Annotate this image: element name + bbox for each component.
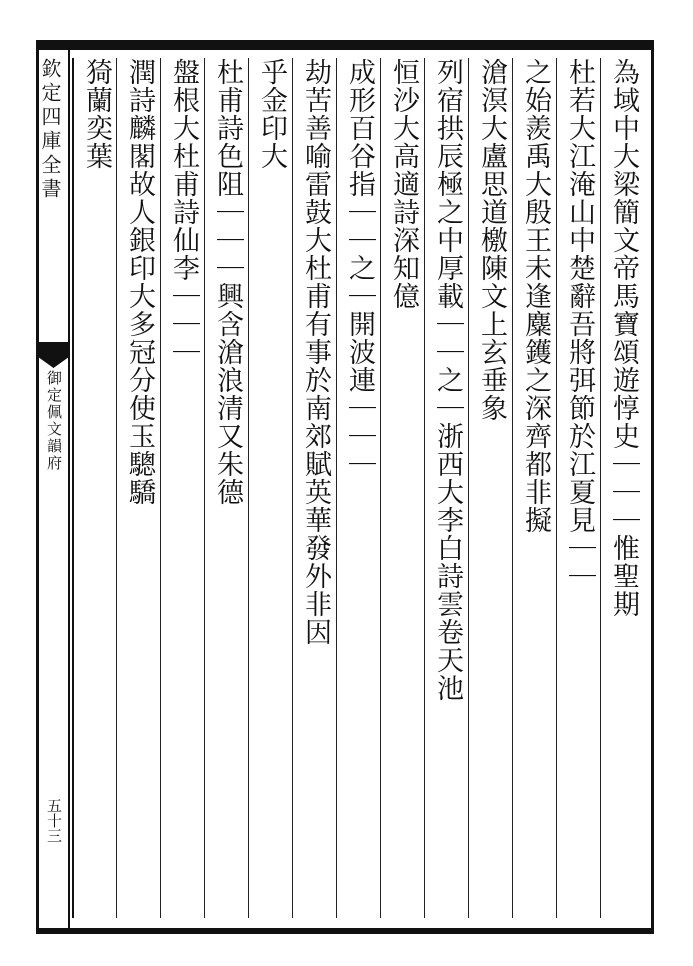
page-number: 五十三 <box>45 798 63 843</box>
column-text: 之始羨禹大殷王未逢麋鑊之深齊都非擬 <box>520 58 551 534</box>
text-column-11 <box>160 58 205 918</box>
column-text: 盤根大杜甫詩仙李｜｜｜ <box>168 58 199 366</box>
text-column-12 <box>116 58 161 918</box>
fish-tail-mark-icon <box>39 342 68 368</box>
frame-bottom-border <box>36 928 654 934</box>
frame-top-border <box>36 40 654 50</box>
text-column-3 <box>512 58 557 918</box>
text-column-9 <box>248 58 293 918</box>
column-text: 杜若大江淹山中楚辭吾將弭節於江夏見｜｜ <box>564 58 595 590</box>
column-text: 杜甫詩色阻｜｜｜興含滄浪清又朱德 <box>212 58 243 506</box>
column-text: 成形百谷指｜｜之｜開波連｜｜｜ <box>344 58 375 478</box>
text-column-6 <box>380 58 425 918</box>
column-text: 恒沙大高適詩深知億 <box>388 58 419 310</box>
column-text: 猗蘭奕葉 <box>81 58 112 170</box>
text-column-5 <box>424 58 469 918</box>
column-text: 滄溟大盧思道檄陳文上玄垂象 <box>476 58 507 422</box>
book-title: 欽定四庫全書 <box>38 58 62 202</box>
text-column-2 <box>556 58 601 918</box>
text-column-10 <box>204 58 249 918</box>
column-text: 劫苦善喻雷鼓大杜甫有事於南郊賦英華發外非因 <box>300 58 331 646</box>
text-column-1 <box>600 58 645 918</box>
text-column-13 <box>72 58 118 918</box>
text-column-8 <box>292 58 337 918</box>
page-gutter <box>39 50 70 928</box>
column-text: 乎金印大 <box>256 58 287 170</box>
text-column-7 <box>336 58 381 918</box>
book-subtitle: 御定佩文韻府 <box>45 370 63 472</box>
column-text: 為域中大梁簡文帝馬寶頌遊惇史｜｜｜惟聖期 <box>608 58 639 618</box>
column-text: 潤詩麟閣故人銀印大多冠分使玉驄驕 <box>124 58 155 506</box>
text-column-4 <box>468 58 513 918</box>
column-text: 列宿拱辰極之中厚載｜｜之｜浙西大李白詩雲卷天池 <box>432 58 463 702</box>
frame-right-border <box>651 40 654 934</box>
